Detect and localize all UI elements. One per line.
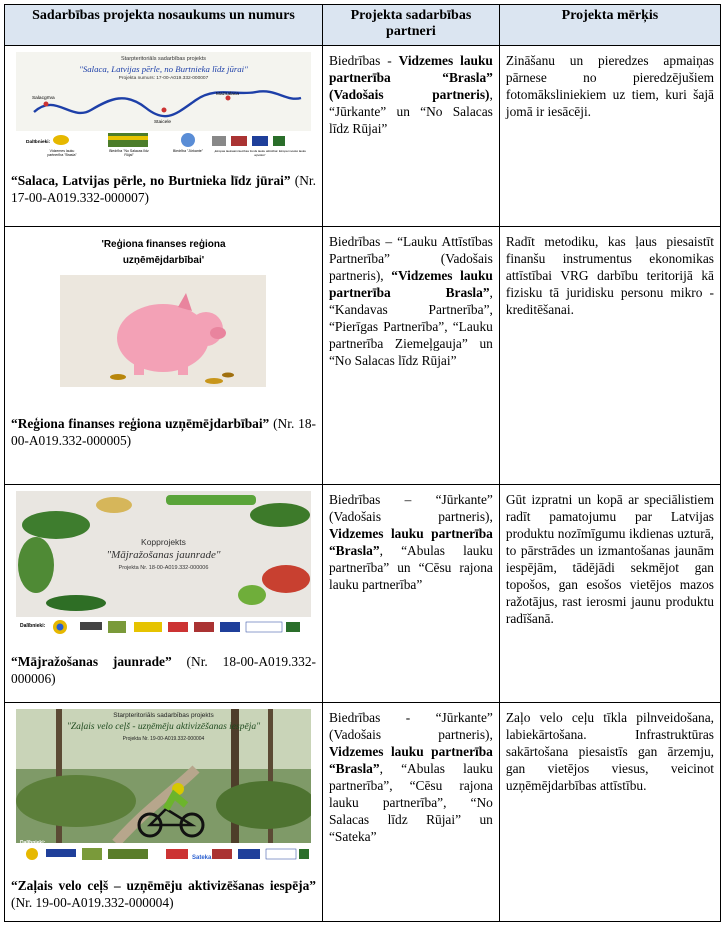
poster-number-text: Projekta numurs: 17-00-A019.332-000007 <box>118 76 209 81</box>
table-row <box>5 485 721 703</box>
logo-caption: Biedrība "Jūrkante" <box>173 149 203 153</box>
place-label: Staicele <box>153 120 172 125</box>
project-name: “Mājražošanas jaunrade” (Nr. 18-00-A019.332-000006) <box>11 654 316 686</box>
goal-cell: Zināšanu un pieredzes apmaiņas pārnese no pieredzējušiem fotomāksliniekiem uz tiem, kuri šajā jomā ir iesācēji. <box>499 46 720 227</box>
header-row <box>5 5 721 46</box>
goal-cell: Zaļo velo ceļu tīkla pilnveidošana, labiekārtošana. Infrastruktūras sakārtošana piesaistīs gan ārzemju, gan vietējos viesus, veicinot uzņēmējdarbības attīstību. <box>499 703 720 922</box>
sateka-logo-text: Sateka <box>191 855 212 861</box>
eu-note: „Eiropas lauksaimniecības fonds lauku attīstībai: Eiropa investē lauku apvidos" <box>213 149 307 157</box>
project-name: “Salaca, Latvijas pērle, no Burtnieka līdz jūrai” (Nr. 17-00-A019.332-000007) <box>11 173 316 205</box>
partners-cell: Biedrības – “Lauku Attīstības Partnerība” (Vadošais partneris), “Vidzemes lauku partnerība Brasla”, “Kandavas Partnerība”, “Pierīgas Partnerība”, “Lauku partnerība Ziemeļgauja” un “No Salacas līdz Rūjai” <box>322 227 499 485</box>
logo-caption: Biedrība "No Salacas līdz Rūjai" <box>109 149 149 157</box>
piggy-bank-image <box>38 233 288 401</box>
poster-title-text: 'Reģiona finanses reģiona uzņēmējdarbībai' <box>101 239 226 266</box>
place-label: Salacgrīva <box>31 96 55 101</box>
poster-top-text: Starpteritoriāls sadarbības projekts <box>120 56 206 62</box>
partners-label: Dalībnieki: <box>25 140 51 145</box>
partners-label: Dalībnieki: <box>19 623 46 629</box>
goal-cell: Gūt izpratni un kopā ar speciālistiem radīt pamatojumu par Latvijas produktu nozīmīgumu ikdienas uzturā, to pārstrādes un izmantošanas jaunām iespējām, tādējādi sekmējot gan topošos, gan esošos vietējos mazos ražotājus, rast ierosmi jaunu produktu radīšanā. <box>499 485 720 703</box>
table-row <box>5 46 721 227</box>
poster-top-text: Starpteritoriāls sadarbības projekts <box>113 712 214 719</box>
project-cell <box>5 227 323 485</box>
header-project-name: Sadarbības projekta nosaukums un numurs <box>5 5 323 46</box>
poster-top-text: Kopprojekts <box>141 537 186 547</box>
poster-number-text: Projekta Nr. 18-00-A019.332-000006 <box>118 565 209 571</box>
table-row <box>5 227 721 485</box>
poster-title-text: "Zaļais velo ceļš - uzņēmēju aktivizēšanas iespēja" <box>66 722 261 732</box>
bicycle-poster-image <box>16 709 311 865</box>
table-row <box>5 703 721 922</box>
salaca-poster-image <box>16 52 311 164</box>
poster-title-text: "Salaca, Latvijas pērle, no Burtnieka līdz jūrai" <box>79 64 248 74</box>
poster-title-text: "Mājražošanas jaunrade" <box>106 549 221 561</box>
goal-cell: Radīt metodiku, kas ļaus piesaistīt finanšu instrumentus ekonomikas attīstībai VRG darbību teritorijā kā fizisku tā juridisku personu mikro - kreditēšanai. <box>499 227 720 485</box>
project-cell <box>5 703 323 922</box>
project-cell <box>5 485 323 703</box>
header-partners: Projekta sadarbības partneri <box>322 5 499 46</box>
vegetables-poster-image <box>16 491 311 639</box>
partners-label: Dalībnieki: <box>19 840 46 846</box>
poster-number-text: Projekta Nr. 19-00-A019.332-000004 <box>122 736 205 742</box>
header-goal: Projekta mērķis <box>499 5 720 46</box>
partners-cell: Biedrības - Vidzemes lauku partnerība “Brasla” (Vadošais partneris), “Jūrkante” un “No Salacas līdz Rūjai” <box>322 46 499 227</box>
project-cell <box>5 46 323 227</box>
logo-caption: Vidzemes lauku partnerība "Brasla" <box>47 149 77 157</box>
place-label: Mazsalaca <box>215 92 239 97</box>
project-name: “Zaļais velo ceļš – uzņēmēju aktivizēšanas iespēja” (Nr. 19-00-A019.332-000004) <box>11 878 316 910</box>
partners-cell: Biedrības – “Jūrkante” (Vadošais partneris), Vidzemes lauku partnerība “Brasla”, “Abulas lauku partnerība” un “Cēsu rajona lauku partnerība” <box>322 485 499 703</box>
partners-cell: Biedrības - “Jūrkante” (Vadošais partneris), Vidzemes lauku partnerība “Brasla”, “Abulas lauku partnerība”, “Cēsu rajona lauku partnerība”, “No Salacas līdz Rūjai” un “Sateka” <box>322 703 499 922</box>
project-name: “Reģiona finanses reģiona uzņēmējdarbībai” (Nr. 18-00-A019.332-000005) <box>11 416 316 448</box>
projects-table <box>4 4 721 922</box>
